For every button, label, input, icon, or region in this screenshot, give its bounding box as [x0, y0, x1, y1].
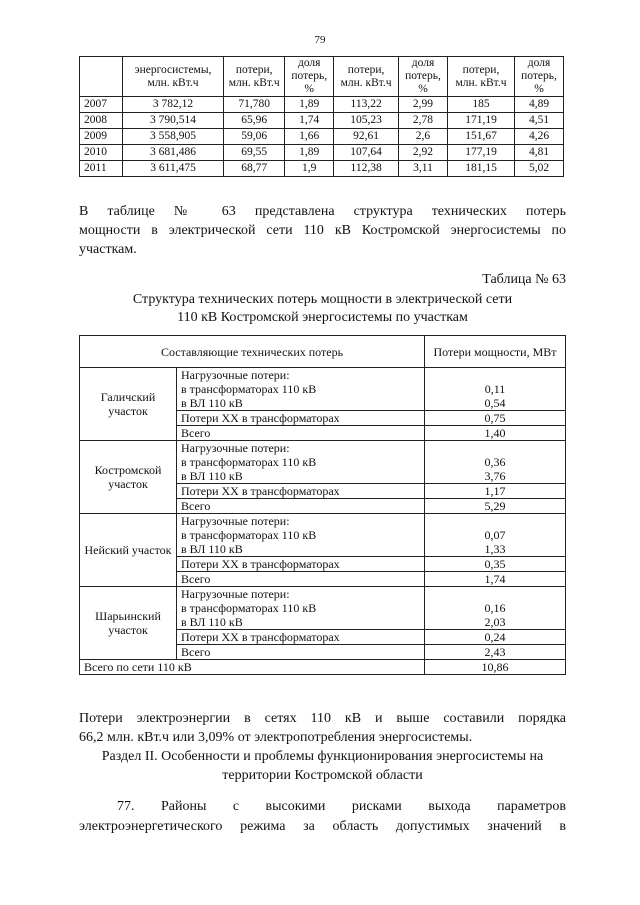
table-cell: 171,19 [447, 113, 514, 129]
value-cell: 2,43 [425, 645, 566, 660]
table-cell: 2,6 [399, 129, 448, 145]
total-label: Всего [177, 499, 425, 514]
value-cell: 0,35 [425, 557, 566, 572]
value-cell: 5,29 [425, 499, 566, 514]
header-cell: доля потерь, % [399, 57, 448, 97]
line-label: в ВЛ 110 кВ [177, 542, 425, 557]
transformers-label: в трансформаторах 110 кВ [177, 455, 425, 469]
value-cell: 3,76 [425, 469, 566, 484]
header-cell: потери, млн. кВт.ч [224, 57, 285, 97]
empty-cell [425, 368, 566, 383]
intro-paragraph-line: В таблице № 63 представлена структура технических потерь [79, 204, 566, 219]
grand-total-row [80, 660, 566, 675]
intro-paragraph-line: мощности в электрической сети 110 кВ Костромской энергосистемы по [79, 223, 566, 238]
losses-structure-table [79, 335, 566, 675]
section-title: территории Костромской области [222, 768, 423, 783]
value-cell: 0,24 [425, 630, 566, 645]
load-losses-label: Нагрузочные потери: [177, 368, 425, 383]
noload-label: Потери ХХ в трансформаторах [177, 411, 425, 426]
value-cell: 1,40 [425, 426, 566, 441]
value-cell: 1,74 [425, 572, 566, 587]
table-row [80, 129, 564, 145]
table-cell: 112,38 [334, 161, 399, 177]
table-cell: 2,92 [399, 145, 448, 161]
year-cell: 2009 [80, 129, 123, 145]
table-row [80, 587, 566, 602]
year-cell: 2007 [80, 97, 123, 113]
table-cell: 69,55 [224, 145, 285, 161]
transformers-label: в трансформаторах 110 кВ [177, 528, 425, 542]
table-title: Структура технических потерь мощности в электрической сети [132, 292, 513, 307]
table-cell: 71,780 [224, 97, 285, 113]
table-cell: 3 681,486 [122, 145, 223, 161]
header-power: Потери мощности, МВт [425, 336, 566, 368]
year-cell: 2011 [80, 161, 123, 177]
table-cell: 59,06 [224, 129, 285, 145]
table-cell: 4,81 [515, 145, 564, 161]
line-label: в ВЛ 110 кВ [177, 615, 425, 630]
table-cell: 185 [447, 97, 514, 113]
empty-cell [425, 441, 566, 456]
value-cell: 1,17 [425, 484, 566, 499]
value-cell: 0,16 [425, 601, 566, 615]
table-cell: 68,77 [224, 161, 285, 177]
total-label: Всего [177, 426, 425, 441]
empty-cell [425, 514, 566, 529]
table-cell: 2,99 [399, 97, 448, 113]
empty-cell [425, 587, 566, 602]
paragraph-line: 66,2 млн. кВт.ч или 3,09% от электропотребления энергосистемы. [79, 730, 473, 745]
noload-label: Потери ХХ в трансформаторах [177, 557, 425, 572]
total-label: Всего [177, 572, 425, 587]
load-losses-label: Нагрузочные потери: [177, 514, 425, 529]
load-losses-label: Нагрузочные потери: [177, 587, 425, 602]
transformers-label: в трансформаторах 110 кВ [177, 601, 425, 615]
noload-label: Потери ХХ в трансформаторах [177, 630, 425, 645]
table-cell: 113,22 [334, 97, 399, 113]
paragraph-line: Потери электроэнергии в сетях 110 кВ и выше составили порядка [79, 711, 566, 726]
year-cell: 2010 [80, 145, 123, 161]
table-cell: 177,19 [447, 145, 514, 161]
losses-by-year-table [79, 56, 564, 177]
total-label: Всего [177, 645, 425, 660]
paragraph-line: 77. Районы с высокими рисками выхода параметров [117, 799, 566, 814]
table-cell: 1,74 [285, 113, 334, 129]
header-cell: потери, млн. кВт.ч [447, 57, 514, 97]
table-cell: 4,51 [515, 113, 564, 129]
section-name-cell: Галичский участок [80, 368, 177, 441]
table-label: Таблица № 63 [482, 272, 566, 287]
value-cell: 2,03 [425, 615, 566, 630]
grand-total-value: 10,86 [425, 660, 566, 675]
header-cell: доля потерь, % [285, 57, 334, 97]
section-name-cell: Нейский участок [80, 514, 177, 587]
grand-total-label: Всего по сети 110 кВ [80, 660, 425, 675]
table-row [80, 514, 566, 529]
table-cell: 3 558,905 [122, 129, 223, 145]
table-cell: 181,15 [447, 161, 514, 177]
line-label: в ВЛ 110 кВ [177, 469, 425, 484]
table-cell: 4,26 [515, 129, 564, 145]
intro-paragraph-line: участкам. [79, 242, 137, 257]
table-row [80, 161, 564, 177]
page-number: 79 [314, 34, 326, 46]
header-cell: энергосистемы, млн. кВт.ч [122, 57, 223, 97]
table-row [80, 368, 566, 383]
table-header-row [80, 57, 564, 97]
table-row [80, 441, 566, 456]
table-cell: 1,66 [285, 129, 334, 145]
year-cell: 2008 [80, 113, 123, 129]
table-cell: 105,23 [334, 113, 399, 129]
value-cell: 0,54 [425, 396, 566, 411]
table-row [80, 145, 564, 161]
value-cell: 1,33 [425, 542, 566, 557]
header-cell: потери, млн. кВт.ч [334, 57, 399, 97]
header-components: Составляющие технических потерь [80, 336, 425, 368]
value-cell: 0,36 [425, 455, 566, 469]
table-cell: 151,67 [447, 129, 514, 145]
line-label: в ВЛ 110 кВ [177, 396, 425, 411]
transformers-label: в трансформаторах 110 кВ [177, 382, 425, 396]
table-cell: 4,89 [515, 97, 564, 113]
value-cell: 0,07 [425, 528, 566, 542]
table-cell: 1,89 [285, 145, 334, 161]
section-title: Раздел II. Особенности и проблемы функционирования энергосистемы на [101, 749, 544, 764]
table-cell: 3 782,12 [122, 97, 223, 113]
header-cell [80, 57, 123, 97]
table-cell: 3 790,514 [122, 113, 223, 129]
section-name-cell: Костромской участок [80, 441, 177, 514]
table-cell: 1,89 [285, 97, 334, 113]
table-header-row [80, 336, 566, 368]
table-cell: 1,9 [285, 161, 334, 177]
table-cell: 2,78 [399, 113, 448, 129]
table-row [80, 113, 564, 129]
table-cell: 92,61 [334, 129, 399, 145]
table-row [80, 97, 564, 113]
table-cell: 5,02 [515, 161, 564, 177]
section-name-cell: Шарьинский участок [80, 587, 177, 660]
table-cell: 3,11 [399, 161, 448, 177]
table-cell: 65,96 [224, 113, 285, 129]
value-cell: 0,75 [425, 411, 566, 426]
header-cell: доля потерь, % [515, 57, 564, 97]
table-cell: 107,64 [334, 145, 399, 161]
paragraph-line: электроэнергетического режима за область допустимых значений в [79, 819, 566, 834]
table-cell: 3 611,475 [122, 161, 223, 177]
table-title: 110 кВ Костромской энергосистемы по участкам [177, 310, 468, 325]
noload-label: Потери ХХ в трансформаторах [177, 484, 425, 499]
load-losses-label: Нагрузочные потери: [177, 441, 425, 456]
value-cell: 0,11 [425, 382, 566, 396]
